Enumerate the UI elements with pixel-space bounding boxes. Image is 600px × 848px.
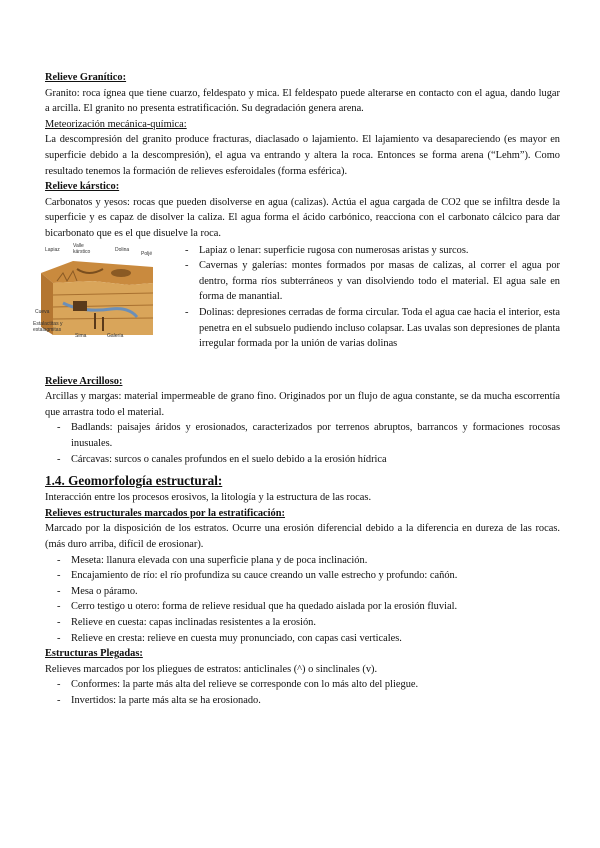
subheading-meteorizacion: Meteorización mecánica-química: [45,118,187,130]
list-item: - Badlands: paisajes áridos y erosionados, caracterizados por terrenos abruptos, barrancos y formaciones rocosas inusuales. [45,420,560,451]
figure-label-sima: Sima [75,332,87,339]
paragraph-arcillas: Arcillas y margas: material impermeable de grano fino. Originados por un flujo de agua constante, se da mucha escorrentía que arrastra todo el material. [45,391,560,418]
paragraph-interaccion: Interacción entre los procesos erosivos, la litología y la estructura de las rocas. [45,492,372,504]
karst-relief-illustration [33,243,161,341]
heading-estructuras-plegadas: Estructuras Plegadas: [45,648,143,660]
heading-relieves-estructurales: Relieves estructurales marcados por la estratificación: [45,507,285,519]
figure-label-valle-karstico: Valle kárstico [73,242,91,255]
list-item: - Cerro testigo u otero: forma de relieve residual que ha quedado aislada por la erosión fluvial. [45,599,560,615]
paragraph-granito: Granito: roca ígnea que tiene cuarzo, feldespato y mica. El feldespato puede alterarse en contacto con el agua, dando lugar a arcilla. El granito no presenta estratificación. Su degradación genera arena. [45,87,560,115]
list-item: - Cavernas y galerías: montes formados por masas de calizas, al correr el agua por dentro, forma ríos subterráneos y van disolviendo todo el material. El agua sale en forma de manantial. [173,258,560,305]
list-item: - Mesa o páramo. [45,584,560,600]
figure-label-galeria: Galería [107,332,124,339]
figure-label-lapiaz: Lapiaz [45,246,60,253]
paragraph-carbonatos: Carbonatos y yesos: rocas que pueden disolverse en agua (calizas). Actúa el agua cargada de CO2 que se infiltra desde la superficie y es capaz de disolver la caliza. El agua forma el ácido carbónico, reacciona con el carbonato cálcico para dar bicarbonato que es el que disuelve la roca. [45,196,560,239]
list-item: - Conformes: la parte más alta del relieve se corresponde con lo más alto del pliegue. [45,677,560,693]
list-item: - Meseta: llanura elevada con una superficie plana y de poca inclinación. [45,553,560,569]
heading-relieve-karstico: Relieve kárstico: [45,181,120,193]
estructural-list [45,553,560,647]
plegadas-list [45,677,560,708]
list-item: - Invertidos: la parte más alta se ha erosionado. [45,693,560,709]
figure-label-cueva: Cueva [35,308,50,315]
figure-label-dolina: Dolina [115,246,130,253]
section-geomorfologia-estructural: 1.4. Geomorfología estructural: [45,473,223,489]
heading-relieve-arcilloso: Relieve Arcilloso: [45,375,123,387]
paragraph-estratos: Marcado por la disposición de los estratos. Ocurre una erosión diferencial debido a la diferencia en dureza de las rocas. (más duro arriba, difícil de erosionar). [45,523,560,551]
list-item: - Lapiaz o lenar: superficie rugosa con numerosas aristas y surcos. [173,243,560,259]
figure-label-estalactitas: Estalactitas y estalagmitas [33,320,63,333]
heading-relieve-granitico: Relieve Granítico: [45,72,127,83]
list-item: - Relieve en cuesta: capas inclinadas resistentes a la erosión. [45,615,560,631]
karst-forms-list [173,243,560,352]
arcilloso-list [45,420,560,467]
list-item: - Encajamiento de río: el río profundiza su cauce creando un valle estrecho y profundo: cañón. [45,568,560,584]
list-item: - Relieve en cresta: relieve en cuesta muy pronunciado, con capas casi verticales. [45,631,560,647]
paragraph-pliegues: Relieves marcados por los pliegues de estratos: anticlinales (^) o sinclinales (v). [45,663,378,675]
karst-section [33,242,560,352]
list-item: - Dolinas: depresiones cerradas de forma circular. Toda el agua cae hacia el interior, esta penetra en el subsuelo pudiendo incluso colapsar. Las uvalas son depresiones de planta irregular formada por la unión de varias dolinas [173,305,560,352]
figure-label-polje: Poljé [141,250,153,257]
document-page [33,70,560,709]
paragraph-descompresion: La descompresión del granito produce fracturas, diaclasado o lajamiento. El lajamiento va desapareciendo (es mayor en superficie debido a la descompresión), el agua va entrando y altera la roca. Entonces se forma arena (“Lehm”). Como resultado tenemos la formación de relieves esferoidales (forma esférica). [45,134,560,177]
list-item: - Cárcavas: surcos o canales profundos en el suelo debido a la erosión hídrica [45,452,560,468]
